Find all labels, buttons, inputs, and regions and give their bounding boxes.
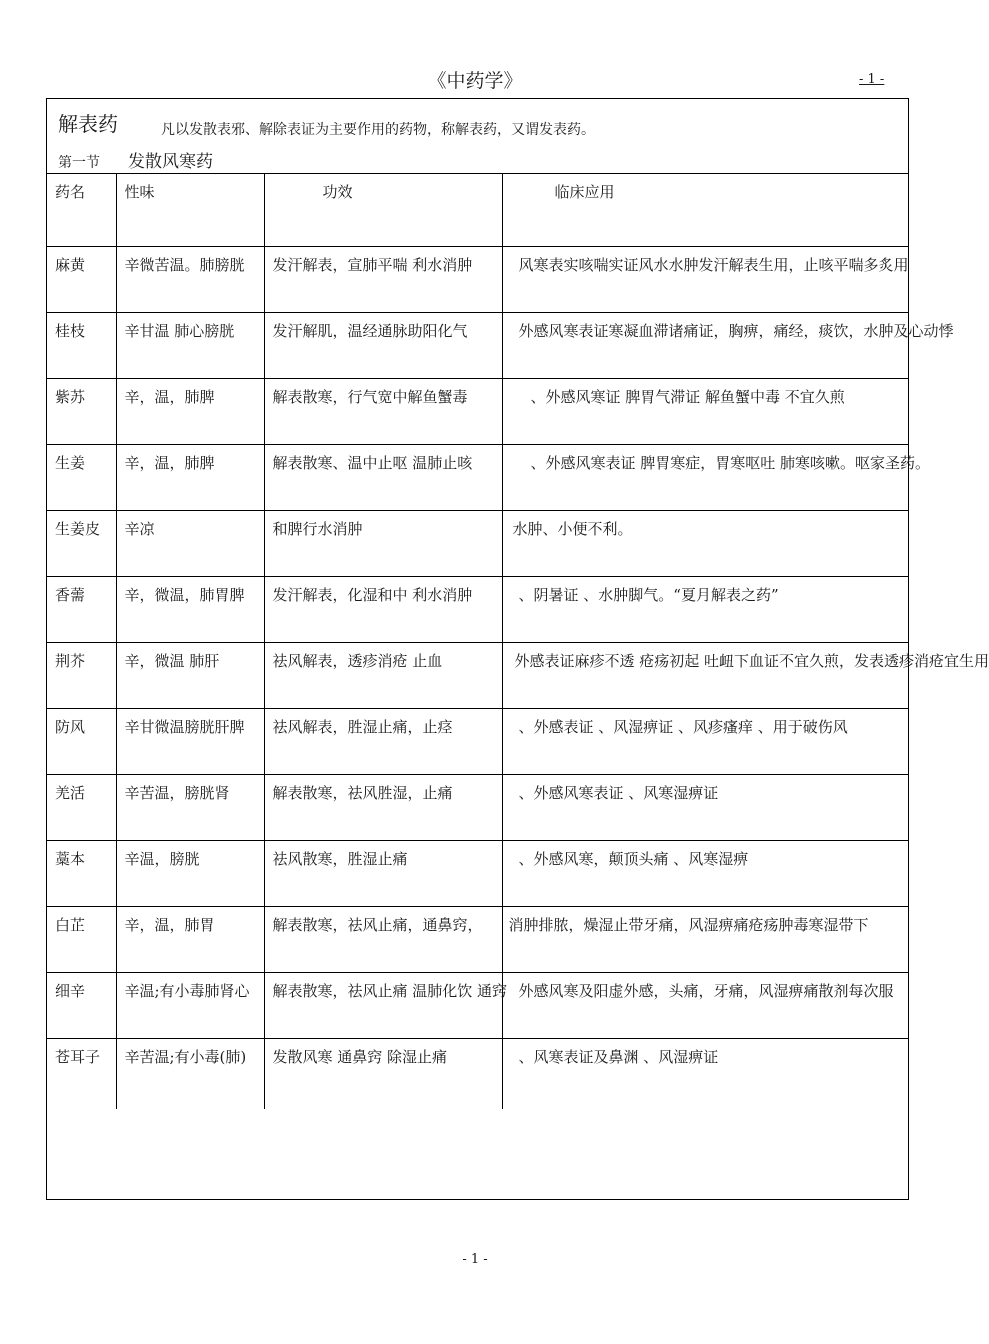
table-row bbox=[47, 708, 909, 774]
herb-nature: 辛，微温，肺胃脾 bbox=[116, 576, 264, 642]
herb-effect: 发汗解肌，温经通脉助阳化气 bbox=[264, 312, 502, 378]
herb-usage: 消肿排脓，燥湿止带牙痛，风湿痹痛疮疡肿毒寒湿带下 bbox=[502, 906, 909, 972]
herb-effect: 祛风解表，透疹消疮 止血 bbox=[264, 642, 502, 708]
table-row bbox=[47, 642, 909, 708]
herb-name: 荆芥 bbox=[47, 642, 116, 708]
herb-usage: 、外感表证 、风湿痹证 、风疹瘙痒 、用于破伤风 bbox=[502, 708, 909, 774]
category-header bbox=[47, 99, 908, 174]
herb-effect: 祛风解表，胜湿止痛，止痉 bbox=[264, 708, 502, 774]
herb-nature: 辛苦温，膀胱肾 bbox=[116, 774, 264, 840]
herb-nature: 辛，温，肺胃 bbox=[116, 906, 264, 972]
column-header-nature: 性味 bbox=[116, 174, 264, 246]
herb-name: 生姜皮 bbox=[47, 510, 116, 576]
table-row bbox=[47, 1038, 909, 1109]
table-row bbox=[47, 246, 909, 312]
herb-effect: 解表散寒，行气宽中解鱼蟹毒 bbox=[264, 378, 502, 444]
herb-usage: 外感表证麻疹不透 疮疡初起 吐衄下血证不宜久煎，发表透疹消疮宜生用 bbox=[502, 642, 909, 708]
table-row bbox=[47, 774, 909, 840]
herb-nature: 辛苦温;有小毒(肺) bbox=[116, 1038, 264, 1109]
herb-name: 防风 bbox=[47, 708, 116, 774]
column-header-effect: 功效 bbox=[264, 174, 502, 246]
table-row bbox=[47, 444, 909, 510]
herb-name: 紫苏 bbox=[47, 378, 116, 444]
herb-usage: 、外感风寒，颠顶头痛 、风寒湿痹 bbox=[502, 840, 909, 906]
herb-table bbox=[47, 174, 989, 1109]
herb-usage: 、阴暑证 、水肿脚气。“夏月解表之药” bbox=[502, 576, 909, 642]
section-title: 发散风寒药 bbox=[128, 152, 213, 172]
herb-usage: 、外感风寒表证 、风寒湿痹证 bbox=[502, 774, 909, 840]
herb-effect: 发散风寒 通鼻窍 除湿止痛 bbox=[264, 1038, 502, 1109]
table-row bbox=[47, 840, 909, 906]
page-number-bottom: - 1 - bbox=[462, 1252, 488, 1267]
herb-name: 羌活 bbox=[47, 774, 116, 840]
herb-nature: 辛，温，肺脾 bbox=[116, 444, 264, 510]
herb-usage: 、外感风寒表证 脾胃寒症，胃寒呕吐 肺寒咳嗽。呕家圣药。 bbox=[502, 444, 909, 510]
herb-effect: 发汗解表，化湿和中 利水消肿 bbox=[264, 576, 502, 642]
herb-nature: 辛甘微温膀胱肝脾 bbox=[116, 708, 264, 774]
herb-name: 生姜 bbox=[47, 444, 116, 510]
herb-effect: 解表散寒，祛风止痛 温肺化饮 通窍 bbox=[264, 972, 502, 1038]
section-label: 第一节 bbox=[58, 155, 100, 171]
herb-nature: 辛甘温 肺心膀胱 bbox=[116, 312, 264, 378]
herb-nature: 辛凉 bbox=[116, 510, 264, 576]
herb-nature: 辛温，膀胱 bbox=[116, 840, 264, 906]
herb-nature: 辛微苦温。肺膀胱 bbox=[116, 246, 264, 312]
herb-usage: 水肿、小便不利。 bbox=[502, 510, 909, 576]
herb-usage: 风寒表实咳喘实证风水水肿发汗解表生用，止咳平喘多炙用 bbox=[502, 246, 909, 312]
herb-usage: 、外感风寒证 脾胃气滞证 解鱼蟹中毒 不宜久煎 bbox=[502, 378, 909, 444]
herb-name: 香薷 bbox=[47, 576, 116, 642]
herb-effect: 解表散寒、温中止呕 温肺止咳 bbox=[264, 444, 502, 510]
table-row bbox=[47, 312, 909, 378]
table-row bbox=[47, 972, 909, 1038]
table-row bbox=[47, 576, 909, 642]
herb-effect: 解表散寒，祛风止痛，通鼻窍， bbox=[264, 906, 502, 972]
herb-usage: 、风寒表证及鼻渊 、风湿痹证 bbox=[518, 1047, 719, 1066]
herb-name: 藁本 bbox=[47, 840, 116, 906]
column-header-name: 药名 bbox=[47, 174, 116, 246]
herb-nature: 辛，温，肺脾 bbox=[116, 378, 264, 444]
table-row bbox=[47, 510, 909, 576]
herb-effect: 祛风散寒，胜湿止痛 bbox=[264, 840, 502, 906]
herb-name: 细辛 bbox=[47, 972, 116, 1038]
category-title: 解表药 bbox=[58, 112, 118, 136]
document-title: 《中药学》 bbox=[427, 70, 523, 92]
page-number-top: - 1 - bbox=[859, 72, 885, 87]
herb-nature: 辛，微温 肺肝 bbox=[116, 642, 264, 708]
herb-usage: 外感风寒及阳虚外感，头痛，牙痛，风湿痹痛散剂每次服 bbox=[502, 972, 909, 1038]
herb-name: 白芷 bbox=[47, 906, 116, 972]
table-row bbox=[47, 906, 909, 972]
herb-name: 苍耳子 bbox=[47, 1038, 116, 1109]
herb-effect: 和脾行水消肿 bbox=[264, 510, 502, 576]
table-row bbox=[47, 378, 909, 444]
column-header-usage: 临床应用 bbox=[502, 174, 909, 246]
category-description: 凡以发散表邪、解除表证为主要作用的药物，称解表药，又谓发表药。 bbox=[161, 122, 595, 138]
herb-effect: 解表散寒，祛风胜湿，止痛 bbox=[264, 774, 502, 840]
table-header-row bbox=[47, 174, 909, 246]
content-frame bbox=[46, 98, 989, 1200]
herb-name: 麻黄 bbox=[47, 246, 116, 312]
herb-effect: 发汗解表，宣肺平喘 利水消肿 bbox=[264, 246, 502, 312]
herb-usage: 外感风寒表证寒凝血滞诸痛证，胸痹，痛经，痰饮，水肿及心动悸 bbox=[502, 312, 909, 378]
herb-name: 桂枝 bbox=[47, 312, 116, 378]
herb-nature: 辛温;有小毒肺肾心 bbox=[116, 972, 264, 1038]
